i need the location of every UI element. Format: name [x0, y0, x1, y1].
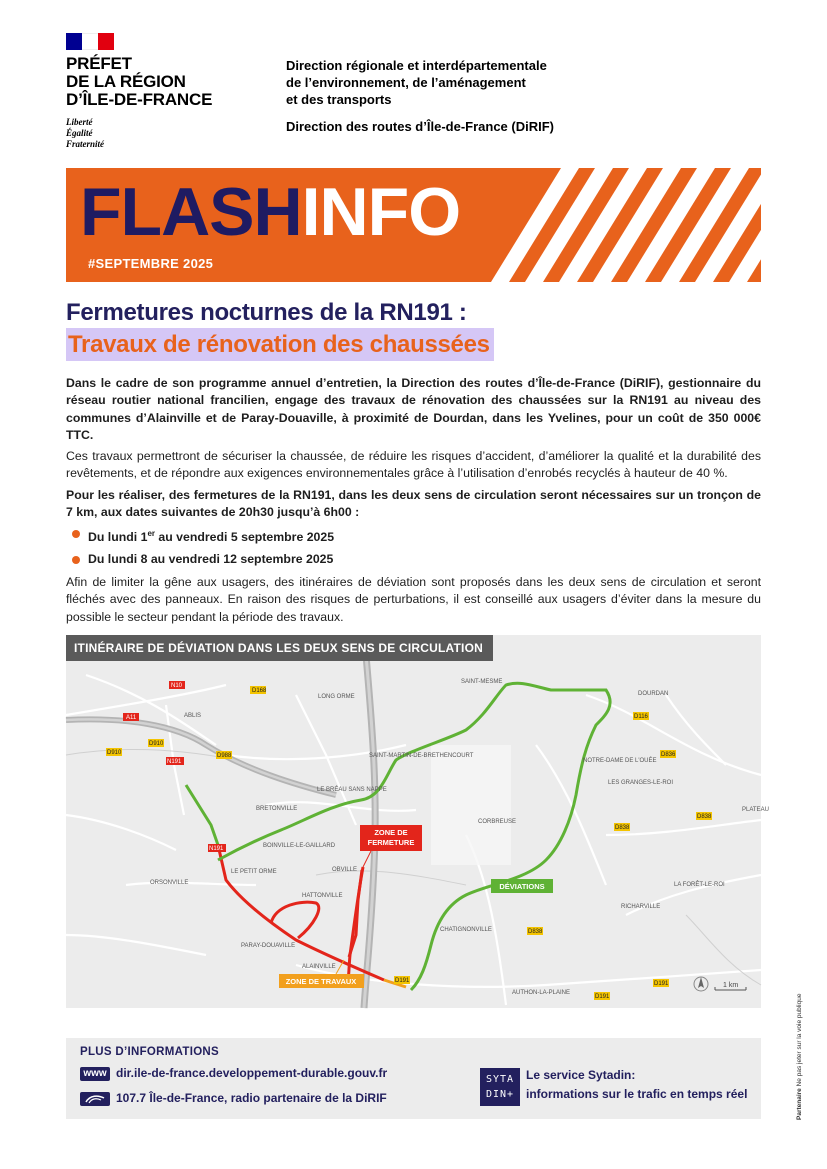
- more-info-box: [66, 1038, 761, 1119]
- svg-text:1 km: 1 km: [723, 982, 739, 989]
- hazard-stripes: [461, 168, 761, 282]
- svg-text:ZONE DE TRAVAUX: ZONE DE TRAVAUX: [285, 977, 357, 986]
- headline: Fermetures nocturnes de la RN191 :: [66, 299, 467, 326]
- road-label: D910: [107, 750, 122, 756]
- more-info-title: PLUS D’INFORMATIONS: [80, 1046, 220, 1058]
- town-label: LA FORÊT-LE-ROI: [674, 882, 725, 888]
- subheadline: Travaux de rénovation des chaussées: [66, 328, 494, 361]
- road-label: D168: [252, 688, 267, 694]
- svg-text:ZONE DE: ZONE DE: [374, 828, 408, 837]
- prefet-logo-text: PRÉFET DE LA RÉGION D’ÎLE-DE-FRANCE: [66, 54, 213, 109]
- road-label: D910: [149, 741, 164, 747]
- road-label: D116: [634, 714, 648, 720]
- town-label: CHATIGNONVILLE: [440, 927, 492, 933]
- road-label: D191: [654, 981, 669, 987]
- bullet-icon: [72, 530, 80, 538]
- town-label: ALAINVILLE: [302, 964, 336, 970]
- road-label: N10: [171, 683, 183, 689]
- town-label: ORSONVILLE: [150, 880, 189, 886]
- map-heading: ITINÉRAIRE DE DÉVIATION DANS LES DEUX SENS DE CIRCULATION: [66, 635, 493, 661]
- town-label: DOURDAN: [638, 691, 669, 697]
- list-item: Du lundi 1er au vendredi 5 septembre 2025: [70, 525, 761, 546]
- road-label: A11: [126, 715, 137, 721]
- article-body: [66, 375, 761, 630]
- road-label: D191: [595, 994, 610, 1000]
- town-label: BOINVILLE-LE-GAILLARD: [263, 843, 336, 849]
- flash-info-title: FLASHINFO: [80, 174, 461, 250]
- french-flag-logo: [66, 33, 114, 50]
- road-label: D838: [615, 825, 630, 831]
- svg-text:DÉVIATIONS: DÉVIATIONS: [499, 882, 545, 891]
- road-label: N191: [167, 759, 182, 765]
- deviation-map: [66, 635, 769, 1008]
- direction-name: Direction régionale et interdépartementale de l’environnement, de l’aménagement et des transports: [286, 58, 547, 107]
- closure-dates-list: [70, 525, 761, 568]
- town-label: SAINT-MESME: [461, 679, 503, 685]
- road-label: N191: [209, 846, 224, 852]
- town-label: BRETONVILLE: [256, 806, 298, 812]
- sytadin-title: Le service Sytadin:: [526, 1068, 636, 1082]
- town-label: ABLIS: [184, 713, 202, 719]
- town-label: NOTRE-DAME DE L'OUÉE: [583, 758, 657, 764]
- closures-paragraph: Pour les réaliser, des fermetures de la RN191, dans les deux sens de circulation seront nécessaires sur un tronçon de 7 km, aux dates suivantes de 20h30 jusqu’à 6h00 :: [66, 487, 761, 520]
- town-label: OBVILLE: [332, 867, 358, 873]
- devise: Liberté Égalité Fraternité: [66, 117, 105, 149]
- radio-partner: 107.7 Île-de-France, radio partenaire de la DiRIF: [116, 1091, 387, 1105]
- town-label: HATTONVILLE: [302, 893, 343, 899]
- town-label: PARAY-DOUAVILLE: [241, 943, 296, 949]
- benefits-paragraph: Ces travaux permettront de sécuriser la chaussée, de réduire les risques d’accident, d’améliorer la qualité et la durabilité des revêtements, et de répondre aux exigences environnementales grâce à l’utilisation d’enrobés recyclés à hauteur de 40 %.: [66, 449, 761, 481]
- advice-paragraph: Afin de limiter la gêne aux usagers, des itinéraires de déviation sont proposés dans les deux sens de circulation et seront fléchés avec des panneaux. En raison des risques de perturbations, il est conseillé aux usagers d’éviter dans la mesure du possible le secteur pendant la période des travaux.: [66, 575, 761, 624]
- website-link[interactable]: dir.ile-de-france.developpement-durable.gouv.fr: [116, 1066, 388, 1080]
- town-label: SAINT-MARTIN-DE-BRETHENCOURT: [369, 753, 474, 759]
- map-drawing: [66, 635, 769, 1008]
- intro-paragraph: Dans le cadre de son programme annuel d’entretien, la Direction des routes d’Île-de-France (DiRIF), gestionnaire du réseau routier national francilien, engage des travaux de rénovation des chaussées sur la RN191 au niveau des communes d’Alainville et de Paray-Douaville, à proximité de Dourdan, dans les Yvelines, pour un coût de 350 000€ TTC.: [66, 376, 761, 442]
- www-icon: www: [80, 1067, 110, 1081]
- road-label: D988: [217, 753, 232, 759]
- road-label: D838: [697, 814, 712, 820]
- town-label: LE PETIT ORME: [231, 869, 277, 875]
- town-label: LONG ORME: [318, 694, 355, 700]
- svg-text:FERMETURE: FERMETURE: [367, 838, 415, 847]
- road-label: D191: [395, 978, 410, 984]
- flash-info-banner: [66, 168, 761, 282]
- radio-icon: [80, 1092, 110, 1106]
- sytadin-logo: SYTA DIN+: [480, 1068, 520, 1106]
- bullet-icon: [72, 556, 80, 564]
- list-item: Du lundi 8 au vendredi 12 septembre 2025: [70, 551, 761, 568]
- side-legal-mention: Partenaire Ne pas jeter sur la voie publique: [796, 993, 803, 1120]
- issue-date: #SEPTEMBRE 2025: [88, 256, 214, 271]
- town-label: AUTHON-LA-PLAINE: [512, 990, 571, 996]
- dirif-name: Direction des routes d’Île-de-France (DiRIF): [286, 119, 554, 134]
- town-label: PLATEAU: [742, 807, 769, 813]
- town-label: RICHARVILLE: [621, 904, 661, 910]
- road-label: D838: [528, 929, 543, 935]
- town-label: LE BRÉAU SANS NAPPE: [317, 787, 387, 793]
- sytadin-description: informations sur le trafic en temps réel: [526, 1087, 748, 1101]
- town-label: LES GRANGES-LE-ROI: [608, 780, 674, 786]
- town-label: CORBREUSE: [478, 819, 517, 825]
- road-label: D836: [661, 752, 676, 758]
